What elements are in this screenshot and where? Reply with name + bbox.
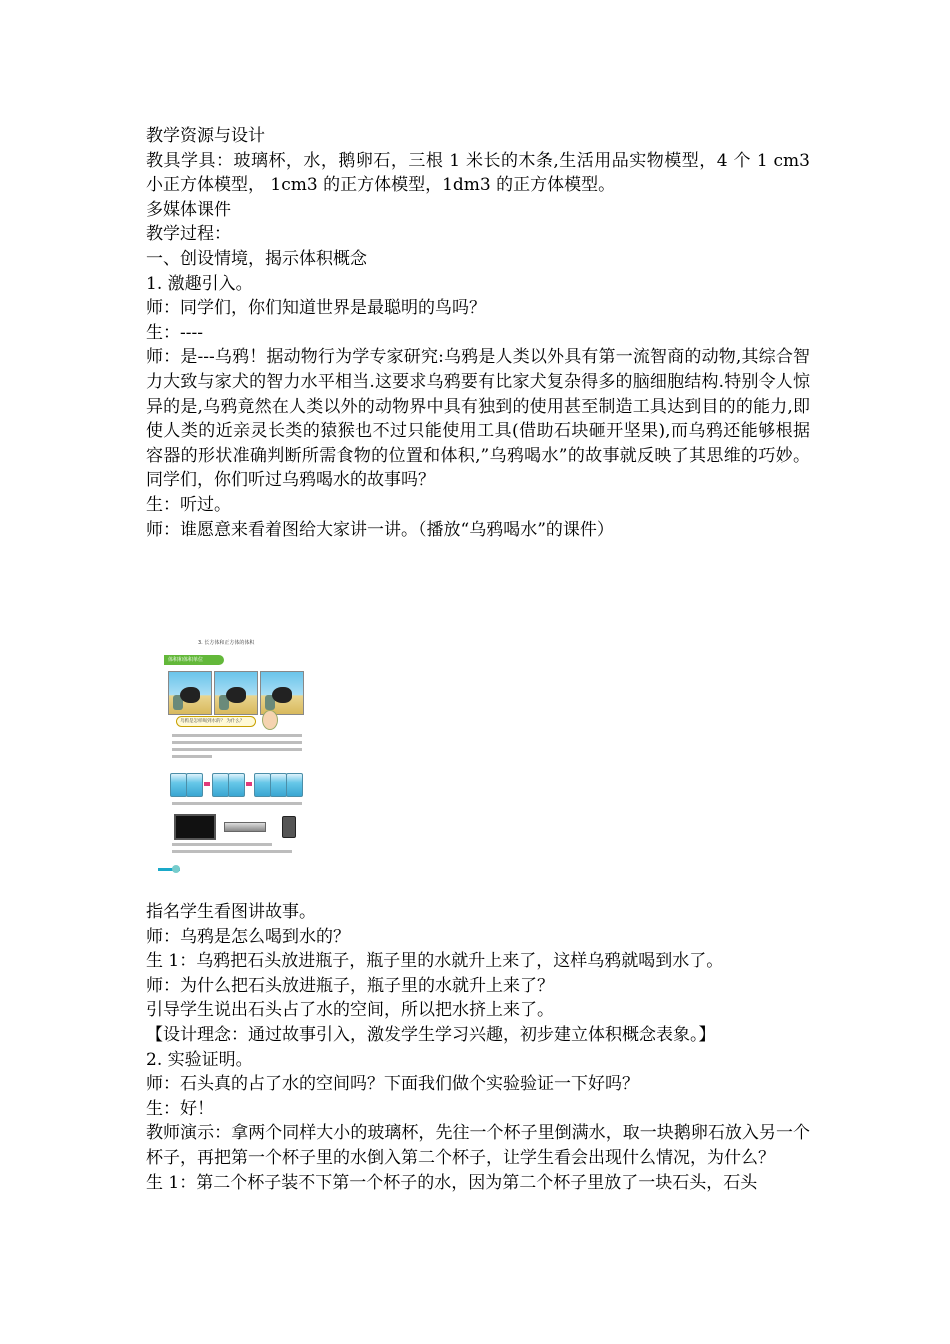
paragraph: 师：是---乌鸦！据动物行为学专家研究:乌鸦是人类以外具有第一流智商的动物,其综合智力大致与家犬的智力水平相当.这要求乌鸦要有比家犬复杂得多的脑细胞结构.特别令人惊异的是,乌鸦竟然在人类以外的动物界中具有独到的使用甚至制造工具达到目的的能力,即使人类的近亲灵长类的猿猴也不过只能使用工具(借助石块砸开坚果),而乌鸦还能够根据容器的形状准确判断所需食物的位置和体积,”乌鸦喝水”的故事就反映了其思维的巧妙。同学们，你们听过乌鸦喝水的故事吗？ (146, 347, 810, 491)
cup-icon (212, 773, 229, 797)
paragraph: 师：乌鸦是怎么喝到水的？ (146, 926, 350, 947)
arrow-icon (246, 782, 252, 786)
paragraph: 多媒体课件 (146, 199, 231, 220)
dvd-player-icon (224, 822, 266, 832)
page-number-dot (172, 865, 180, 873)
paragraph: 1. 激趣引入。 (146, 273, 253, 294)
figure-text-line (172, 734, 302, 737)
paragraph: 引导学生说出石头占了水的空间，所以把水挤上来了。 (146, 1000, 554, 1021)
figure-title: 3. 长方体和正方体的体积 (198, 640, 255, 646)
paragraph: 教学过程： (146, 224, 231, 245)
cup-icon (170, 773, 187, 797)
speech-bubble (176, 716, 256, 727)
cup-icon (270, 773, 287, 797)
paragraph: 生：好！ (146, 1098, 214, 1119)
figure-banner (164, 655, 224, 665)
textbook-figure (158, 636, 308, 874)
speech-bubble-text: 乌鸦是怎样喝到水的？ 为什么？ (180, 719, 245, 724)
paragraph: 师：石头真的占了水的空间吗？下面我们做个实验验证一下好吗？ (146, 1074, 639, 1095)
phone-icon (282, 816, 296, 838)
arrow-icon (204, 782, 210, 786)
paragraph: 教师演示：拿两个同样大小的玻璃杯，先往一个杯子里倒满水，取一块鹅卵石放入另一个杯子，再把第一个杯子里的水倒入第二个杯子，让学生看会出现什么情况，为什么？ (146, 1123, 810, 1168)
paragraph: 教学资源与设计 (146, 126, 265, 146)
figure-text-line (172, 802, 302, 805)
cup-icon (228, 773, 245, 797)
paragraph: 师：同学们，你们知道世界是最聪明的鸟吗？ (146, 298, 486, 319)
figure-text-line (172, 755, 212, 758)
document-body-bottom (146, 900, 810, 1195)
figure-banner-label: 体积和体积单位 (168, 657, 204, 663)
paragraph: 生：听过。 (146, 494, 231, 515)
paragraph: 指名学生看图讲故事。 (146, 902, 316, 922)
paragraph: 师：为什么把石头放进瓶子，瓶子里的水就升上来了？ (146, 975, 554, 996)
cup-icon (286, 773, 303, 797)
paragraph: 生 1：乌鸦把石头放进瓶子，瓶子里的水就升上来了，这样乌鸦就喝到水了。 (146, 951, 724, 972)
crow-panel-1 (168, 671, 212, 715)
figure-text-line (172, 741, 302, 744)
crow-icon (272, 687, 292, 703)
paragraph: 生 1：第二个杯子装不下第一个杯子的水，因为第二个杯子里放了一块石头，石头 (146, 1172, 758, 1193)
student-icon (262, 710, 278, 730)
document-body-top (146, 124, 810, 542)
paragraph: 【设计理念：通过故事引入，激发学生学习兴趣，初步建立体积概念表象。】 (146, 1024, 716, 1045)
tv-icon (174, 814, 216, 840)
cups-experiment (170, 773, 302, 795)
figure-text-line (172, 850, 292, 853)
paragraph: 师：谁愿意来看着图给大家讲一讲。（播放“乌鸦喝水”的课件） (146, 519, 614, 540)
paragraph: 教具学具：玻璃杯，水，鹅卵石，三根 1 米长的木条,生活用品实物模型，4 个 1 cm3 小正方体模型， 1cm3 的正方体模型，1dm3 的正方体模型。 (146, 150, 810, 196)
crow-icon (226, 687, 246, 703)
crow-panel-3 (260, 671, 304, 715)
crow-panel-2 (214, 671, 258, 715)
cup-icon (254, 773, 271, 797)
figure-text-line (172, 748, 302, 751)
crow-icon (180, 687, 200, 703)
paragraph: 生：---- (146, 322, 203, 343)
paragraph: 2. 实验证明。 (146, 1049, 253, 1070)
paragraph: 一、创设情境，揭示体积概念 (146, 248, 367, 269)
cup-icon (186, 773, 203, 797)
figure-text-line (172, 843, 272, 846)
